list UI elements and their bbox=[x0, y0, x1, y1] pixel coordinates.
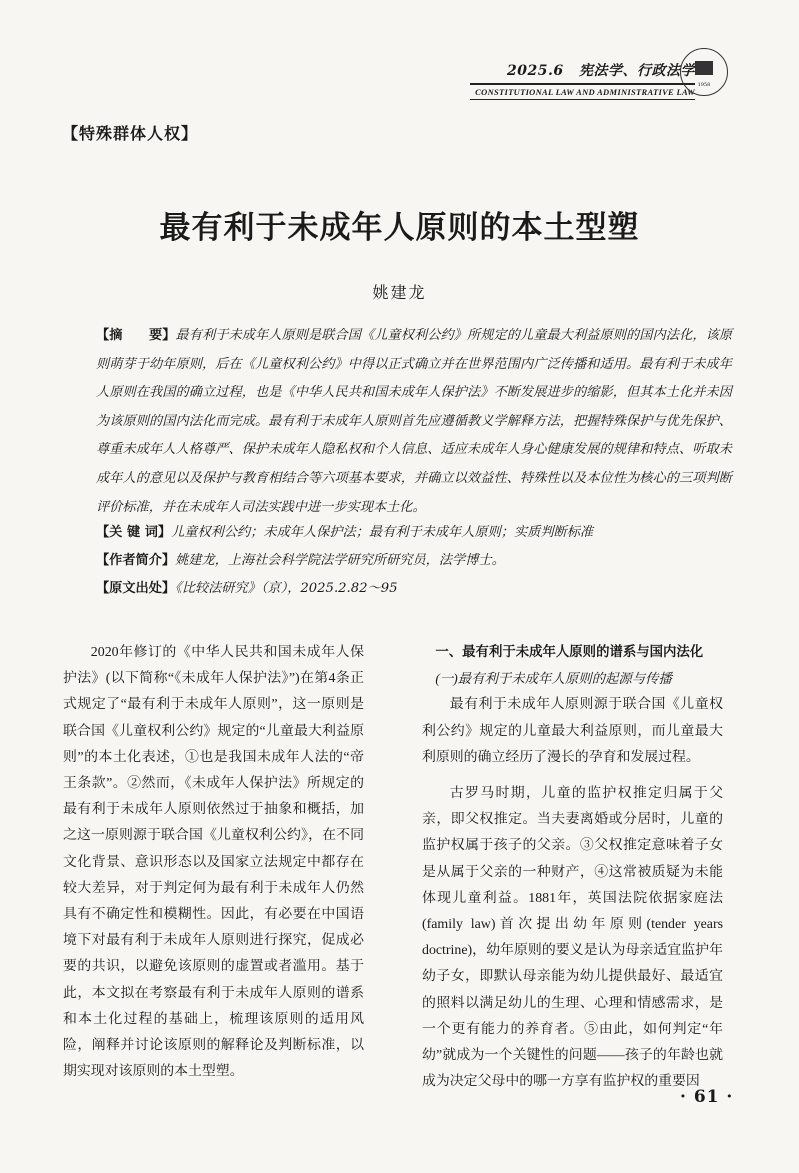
seal-year: 1958 bbox=[697, 82, 711, 88]
section-tag: 【特殊群体人权】 bbox=[62, 124, 199, 143]
issue-number: 2025.6 bbox=[507, 63, 564, 79]
abstract bbox=[96, 322, 732, 522]
journal-name-cn: 宪法学、行政法学 bbox=[579, 63, 695, 79]
author-intro bbox=[96, 549, 732, 568]
keywords-text: 儿童权利公约；未成年人保护法；最有利于未成年人原则；实质判断标准 bbox=[171, 525, 594, 540]
author-intro-label: 【作者简介】 bbox=[96, 553, 176, 568]
publisher-seal-icon bbox=[680, 48, 728, 96]
section-heading: 一、最有利于未成年人原则的谱系与国内法化 bbox=[435, 645, 704, 660]
header-rule bbox=[470, 83, 695, 85]
body-paragraph: 2020年修订的《中华人民共和国未成年人保护法》(以下简称“《未成年人保护法》”)在第4条正式规定了“最有利于未成年人原则”，这一原则是联合国《儿童权利公约》规定的“儿童最大利益原则”的本土化表述，①也是我国未成年人法的“帝王条款”。②然而，《未成年人保护法》所规定的最有利于未成年人原则依然过于抽象和概括，加之这一原则源于联合国《儿童权利公约》，在不同文化背景、意识形态以及国家立法规定中都存在较大差异，对于判定何为最有利于未成年人仍然具有不确定性和模糊性。因此，有必要在中国语境下对最有利于未成年人原则进行探究，促成必要的共识，以避免该原则的虚置或者滥用。基于此，本文拟在考察最有利于未成年人原则的谱系和本土化过程的基础上，梳理该原则的适用风险，阐释并讨论该原则的解释论及判断标准，以期实现对该原则的本土型塑。 bbox=[63, 645, 364, 1080]
author-intro-text: 姚建龙，上海社会科学院法学研究所研究员，法学博士。 bbox=[175, 553, 505, 568]
body-paragraph: 古罗马时期，儿童的监护权推定归属于父亲，即父权推定。当夫妻离婚或分居时，儿童的监护权属于孩子的父亲。③父权推定意味着子女是从属于父亲的一种财产，④这常被质疑为未能体现儿童利益。1881年，英国法院依据家庭法(family law)首次提出幼年原则(tender years doctrine)，幼年原则的要义是认为母亲适宜监护年幼子女，即默认母亲能为幼儿提供最好、最适宜的照料以满足幼儿的生理、心理和情感需求，是一个更有能力的养育者。⑤由此，如何判定“年幼”就成为一个关键性的问题——孩子的年龄也就成为决定父母中的哪一方享有监护权的重要因 bbox=[422, 786, 723, 1090]
subsection-heading: (一)最有利于未成年人原则的起源与传播 bbox=[435, 671, 672, 687]
body-left-column bbox=[63, 640, 364, 1085]
keywords-label: 【关 键 词】 bbox=[96, 525, 172, 540]
source bbox=[96, 577, 732, 596]
article-title: 最有利于未成年人原则的本土型塑 bbox=[159, 210, 640, 246]
header-rule-thin bbox=[470, 99, 695, 100]
source-text: 《比较法研究》（京），2025.2.82～95 bbox=[175, 581, 398, 596]
body-right-column bbox=[422, 640, 723, 1095]
body-paragraph: 最有利于未成年人原则源于联合国《儿童权利公约》规定的儿童最大利益原则，而儿童最大利原则的确立经历了漫长的孕育和发展过程。 bbox=[422, 697, 723, 765]
abstract-label: 【摘 要】 bbox=[96, 328, 176, 343]
journal-name-en: CONSTITUTIONAL LAW AND ADMINISTRATIVE LAW bbox=[475, 87, 695, 97]
abstract-text: 最有利于未成年人原则是联合国《儿童权利公约》所规定的儿童最大利益原则的国内法化，该原则萌芽于幼年原则，后在《儿童权利公约》中得以正式确立并在世界范围内广泛传播和适用。最有利于未成年人原则在我国的确立过程，也是《中华人民共和国未成年人保护法》不断发展进步的缩影，但其本土化并未因为该原则的国内法化而完成。最有利于未成年人原则首先应遵循教义学解释方法，把握特殊保护与优先保护、尊重未成年人人格尊严、保护未成年人隐私权和个人信息、适应未成年人身心健康发展的规律和特点、听取未成年人的意见以及保护与教育相结合等六项基本要求，并确立以效益性、特殊性以及本位性为核心的三项判断评价标准，并在未成年人司法实践中进一步实现本土化。 bbox=[96, 328, 733, 515]
running-header bbox=[470, 60, 695, 100]
article-author: 姚建龙 bbox=[372, 283, 427, 302]
source-label: 【原文出处】 bbox=[96, 581, 176, 596]
keywords bbox=[96, 521, 732, 540]
page-number: · 61 · bbox=[680, 1087, 734, 1107]
